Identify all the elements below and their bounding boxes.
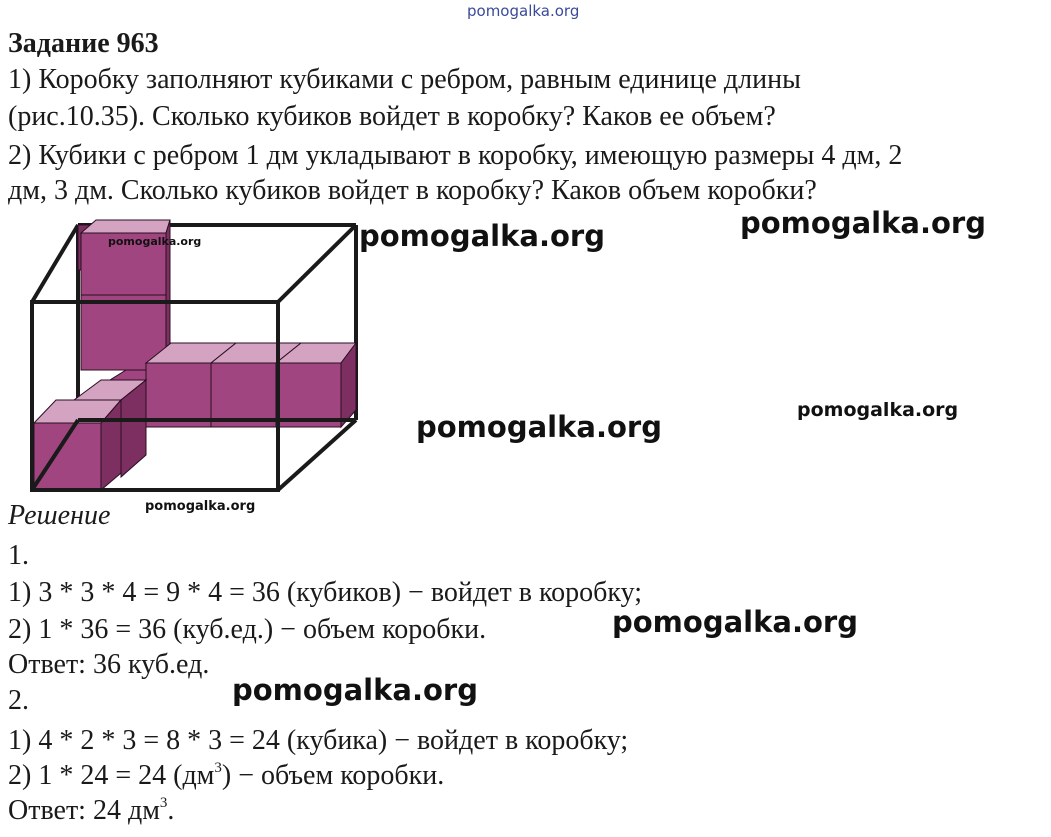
task-title: Задание 963 bbox=[8, 28, 159, 59]
watermark-3: pomogalka.org bbox=[740, 206, 986, 240]
part1-answer: Ответ: 36 куб.ед. bbox=[8, 649, 210, 680]
watermark-4: pomogalka.org bbox=[797, 399, 959, 421]
part1-number: 1. bbox=[8, 540, 29, 571]
task-line-2: (рис.10.35). Сколько кубиков войдет в коробку? Каков ее объем? bbox=[8, 101, 776, 132]
task-line-4: дм, 3 дм. Сколько кубиков войдет в коробку? Каков объем коробки? bbox=[8, 175, 817, 206]
task-line-1: 1) Коробку заполняют кубиками с ребром, равным единице длины bbox=[8, 64, 801, 95]
part2-number: 2. bbox=[8, 685, 29, 716]
watermark-5: pomogalka.org bbox=[416, 410, 662, 444]
watermark-top: pomogalka.org bbox=[467, 2, 580, 20]
part1-step2: 2) 1 * 36 = 36 (куб.ед.) − объем коробки. bbox=[8, 614, 487, 645]
watermark-6: pomogalka.org bbox=[145, 499, 256, 514]
watermark-2: pomogalka.org bbox=[359, 219, 605, 253]
part1-step1: 1) 3 * 3 * 4 = 9 * 4 = 36 (кубиков) − войдет в коробку; bbox=[8, 577, 643, 608]
watermark-figure: pomogalka.org bbox=[108, 235, 202, 248]
part2-step1: 1) 4 * 2 * 3 = 8 * 3 = 24 (кубика) − войдет в коробку; bbox=[8, 725, 629, 756]
watermark-8: pomogalka.org bbox=[232, 673, 478, 707]
part2-answer: Ответ: 24 $дм^3$. bbox=[8, 795, 175, 826]
watermark-7: pomogalka.org bbox=[612, 605, 858, 639]
box-with-cubes-figure bbox=[26, 215, 371, 497]
task-line-3: 2) Кубики с ребром 1 дм укладывают в коробку, имеющую размеры 4 дм, 2 bbox=[8, 140, 903, 171]
part2-step2: 2) 1 * 24 = 24 $(дм^3)$ − объем коробки. bbox=[8, 760, 445, 791]
solution-heading: Решение bbox=[8, 500, 111, 531]
